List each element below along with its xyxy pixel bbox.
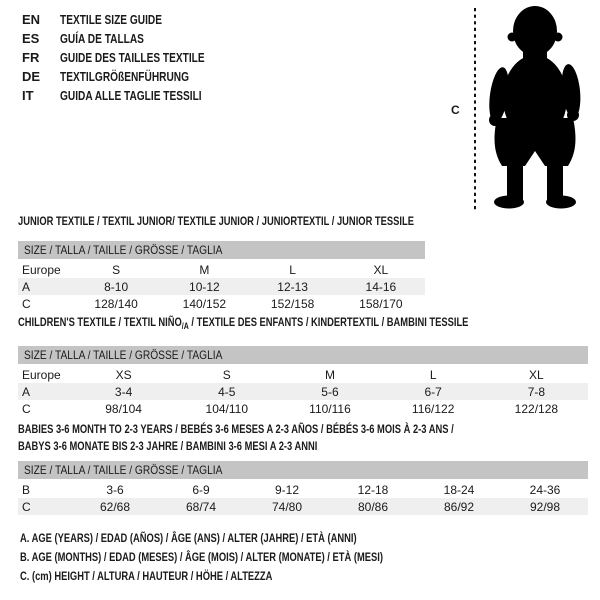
row-label: C (22, 296, 31, 311)
table-row (18, 261, 425, 278)
baby-silhouette (445, 0, 600, 215)
table-cell: 6-9 (192, 482, 210, 497)
section-title (18, 214, 425, 229)
size-header-text: SIZE / TALLA / TAILLE / GRÖSSE / TAGLIA (24, 243, 223, 257)
lang-title: TEXTILGRÖßENFÜHRUNG (60, 69, 190, 84)
lang-row-fr (22, 48, 245, 67)
table-cell: 74/80 (271, 499, 303, 514)
row-label: A (22, 384, 31, 399)
table-cell: 122/128 (514, 401, 559, 416)
table-cell: 116/122 (411, 401, 455, 416)
row-label: Europe (22, 262, 61, 277)
lang-code: ES (22, 31, 40, 46)
footnote-a: A. AGE (YEARS) / EDAD (AÑOS) / ÂGE (ANS) / ALTER (JAHRE) / ETÀ (ANNI) (20, 531, 357, 545)
section-title-line1: BABIES 3-6 MONTH TO 2-3 YEARS / BEBÉS 3-6 MESES A 2-3 AÑOS / BÉBÉS 3-6 MOIS À 2-3 ANS / (18, 422, 454, 436)
table-cell: 12-18 (357, 482, 389, 497)
table-row (18, 383, 588, 400)
table-row (18, 295, 425, 312)
table-cell: 3-4 (114, 384, 133, 399)
table-cell: 9-12 (274, 482, 300, 497)
table-cell: M (324, 367, 335, 382)
figure-area (445, 0, 600, 215)
table-cell: L (289, 262, 296, 277)
table-cell: 4-5 (218, 384, 236, 399)
table-cell: 8-10 (104, 279, 129, 294)
section-title-text: JUNIOR TEXTILE / TEXTIL JUNIOR/ TEXTILE JUNIOR / JUNIORTEXTIL / JUNIOR TESSILE (18, 214, 414, 228)
lang-code: IT (22, 88, 34, 103)
table-cell: L (429, 367, 437, 382)
table-cell: 6-7 (424, 384, 442, 399)
table-cell: 3-6 (106, 482, 124, 497)
lang-code: EN (22, 12, 41, 27)
lang-title: GUIDE DES TAILLES TEXTILE (60, 50, 205, 65)
table-cell: 18-24 (443, 482, 475, 497)
table-row (18, 278, 425, 295)
language-title-block (22, 10, 245, 105)
section-title (18, 421, 588, 455)
size-header-text: SIZE / TALLA / TAILLE / GRÖSSE / TAGLIA (24, 348, 223, 362)
footnote-b: B. AGE (MONTHS) / EDAD (MESES) / ÂGE (MOIS) / ALTER (MONATE) / ETÀ (MESI) (20, 550, 383, 564)
table-cell: 5-6 (321, 384, 339, 399)
lang-row-en (22, 10, 245, 29)
table-cell: 140/152 (182, 296, 227, 311)
table-row (18, 366, 588, 383)
section-junior-textile (18, 214, 425, 312)
table-cell: 12-13 (277, 279, 308, 294)
children-size-table (18, 366, 588, 417)
row-label: Europe (22, 367, 61, 382)
table-cell: 86/92 (443, 499, 475, 514)
table-cell: XL (529, 367, 544, 382)
junior-size-table (18, 261, 425, 312)
baby-silhouette-shape (486, 6, 583, 209)
table-cell: 10-12 (189, 279, 220, 294)
table-cell: S (112, 262, 121, 277)
section-title-text: CHILDREN'S TEXTILE / TEXTIL $NIÑO_{/A}$ / TEXTILE DES ENFANTS / KINDERTEXTIL / BAMBINI TESSILE (18, 315, 469, 331)
lang-title: GUÍA DE TALLAS (60, 31, 144, 46)
footnotes (20, 529, 485, 586)
table-cell: XS (115, 367, 132, 382)
row-label: A (22, 279, 31, 294)
section-children-textile (18, 315, 588, 417)
lang-row-de (22, 67, 245, 86)
table-cell: 7-8 (527, 384, 546, 399)
lang-title: GUIDA ALLE TAGLIE TESSILI (60, 88, 202, 103)
size-header-band (18, 346, 588, 364)
babies-size-table (18, 481, 588, 515)
table-cell: 158/170 (359, 296, 403, 311)
table-cell: 110/116 (309, 401, 351, 416)
table-row (18, 400, 588, 417)
row-label: C (22, 499, 31, 514)
size-header-band (18, 241, 425, 259)
section-title (18, 315, 588, 334)
table-cell: 128/140 (94, 296, 138, 311)
lang-row-es (22, 29, 245, 48)
table-cell: 92/98 (529, 499, 561, 514)
section-babies-textile (18, 421, 588, 515)
table-cell: 68/74 (185, 499, 217, 514)
row-label: B (22, 482, 31, 497)
table-cell: 14-16 (365, 279, 397, 294)
table-cell: S (222, 367, 231, 382)
footnote-c: C. (cm) HEIGHT / ALTURA / HAUTEUR / HÖHE / ALTEZZA (20, 569, 273, 583)
table-cell: 62/68 (99, 499, 131, 514)
lang-title: TEXTILE SIZE GUIDE (60, 12, 162, 27)
size-header-band (18, 461, 588, 479)
table-cell: 24-36 (529, 482, 561, 497)
table-row (18, 498, 588, 515)
lang-code: FR (22, 50, 40, 65)
table-cell: 98/104 (105, 401, 142, 416)
table-row (18, 481, 588, 498)
section-title-line2: BABYS 3-6 MONATE BIS 2-3 JAHRE / BAMBINI 3-6 MESI A 2-3 ANNI (18, 439, 318, 453)
lang-code: DE (22, 69, 41, 84)
table-cell: 104/110 (205, 401, 249, 416)
table-cell: 80/86 (357, 499, 389, 514)
lang-row-it (22, 86, 245, 105)
table-cell: 152/158 (270, 296, 315, 311)
table-cell: M (199, 262, 210, 277)
height-measure-label: C (451, 103, 460, 117)
size-header-text: SIZE / TALLA / TAILLE / GRÖSSE / TAGLIA (24, 463, 223, 477)
row-label: C (22, 401, 31, 416)
table-cell: XL (373, 262, 389, 277)
